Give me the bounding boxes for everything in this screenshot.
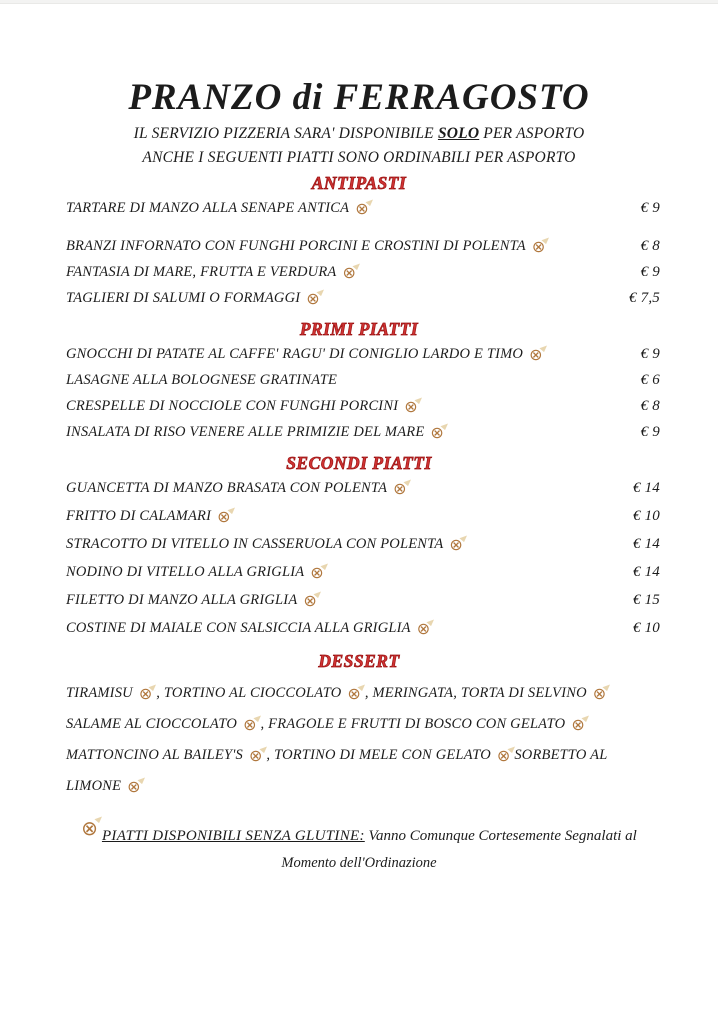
gluten-free-icon: ⊗ [248, 746, 263, 765]
dish-price: € 8 [640, 238, 660, 254]
menu-item-row [66, 508, 660, 536]
dish-name: FILETTO DI MANZO ALLA GRIGLIA ⊗ [66, 591, 317, 610]
gluten-free-icon: ⊗ [347, 684, 361, 703]
dish-name: GNOCCHI DI PATATE AL CAFFE' RAGU' DI CONIGLIO LARDO E TIMO ⊗ [66, 345, 543, 364]
gluten-free-icon: ⊗ [310, 563, 324, 582]
legend-line1 [30, 818, 688, 850]
gluten-free-icon: ⊗ [138, 684, 153, 703]
gluten-free-icon: ⊗ [571, 715, 585, 734]
menu-item-row [66, 398, 660, 424]
menu-item-row [66, 620, 660, 648]
gluten-free-icon: ⊗ [303, 591, 317, 610]
dish-price: € 14 [632, 536, 660, 552]
solo-emphasis: SOLO [437, 125, 480, 142]
gluten-free-icon: ⊗ [449, 535, 464, 554]
gluten-free-icon: ⊗ [592, 684, 607, 703]
dessert-line: LIMONE ⊗ [66, 777, 141, 796]
dish-name: BRANZI INFORNATO CON FUNGHI PORCINI E CROSTINI DI POLENTA ⊗ [66, 237, 546, 256]
legend-line2: Momento dell'Ordinazione [281, 855, 437, 871]
scan-edge [0, 0, 718, 4]
menu-item-row [66, 592, 660, 620]
menu-item-row [66, 346, 660, 372]
gluten-free-icon: ⊗ [81, 816, 98, 840]
section-heading-primi-piatti: PRIMI PIATTI [299, 319, 419, 339]
dish-price: € 10 [632, 508, 660, 524]
primi-piatti-list [66, 346, 660, 450]
dish-price: € 14 [632, 564, 660, 580]
menu-item-row [66, 200, 660, 226]
dish-price: € 10 [632, 620, 660, 636]
menu-item-row [66, 238, 660, 264]
gluten-free-icon: ⊗ [404, 397, 418, 416]
dish-name: STRACOTTO DI VITELLO IN CASSERUOLA CON POLENTA ⊗ [66, 535, 464, 554]
gluten-free-icon: ⊗ [217, 507, 231, 526]
service-note-pre: IL SERVIZIO PIZZERIA SARA' DISPONIBILE [133, 125, 438, 142]
gluten-free-icon: ⊗ [496, 746, 511, 765]
dish-price: € 6 [640, 372, 660, 388]
menu-item-row [66, 536, 660, 564]
secondi-piatti-list [66, 480, 660, 648]
gluten-free-icon: ⊗ [416, 619, 431, 638]
dish-name: TAGLIERI DI SALUMI O FORMAGGI ⊗ [66, 289, 320, 308]
service-note-line1 [0, 122, 718, 146]
gluten-free-icon: ⊗ [342, 263, 357, 282]
dish-name: NODINO DI VITELLO ALLA GRIGLIA ⊗ [66, 563, 324, 582]
dish-name: FANTASIA DI MARE, FRUTTA E VERDURA ⊗ [66, 263, 357, 282]
dish-price: € 7,5 [629, 290, 660, 306]
menu-item-row [66, 290, 660, 316]
gluten-free-icon: ⊗ [531, 237, 546, 256]
dessert-line: TIRAMISU ⊗ , TORTINO AL CIOCCOLATO ⊗ , MERINGATA, TORTA DI SELVINO ⊗ [66, 684, 607, 703]
gluten-free-icon: ⊗ [393, 479, 407, 498]
menu-item-row [66, 264, 660, 290]
gluten-free-icon: ⊗ [430, 423, 444, 442]
menu-item-row [66, 372, 660, 398]
dish-price: € 9 [640, 200, 660, 216]
section-heading-dessert: DESSERT [318, 651, 400, 671]
service-note-line2: ANCHE I SEGUENTI PIATTI SONO ORDINABILI PER ASPORTO [142, 149, 576, 166]
menu-item-row [66, 564, 660, 592]
dish-name: LASAGNE ALLA BOLOGNESE GRATINATE [66, 372, 338, 388]
dessert-paragraph [66, 678, 662, 802]
gluten-free-icon: ⊗ [355, 199, 369, 218]
dish-price: € 9 [640, 424, 660, 440]
service-note-post: PER ASPORTO [479, 125, 585, 142]
legend-underlined: PIATTI DISPONIBILI SENZA GLUTINE: [101, 828, 365, 844]
dish-price: € 15 [632, 592, 660, 608]
gluten-free-icon: ⊗ [243, 715, 257, 734]
menu-item-row [66, 480, 660, 508]
dish-price: € 9 [640, 264, 660, 280]
dish-name: TARTARE DI MANZO ALLA SENAPE ANTICA ⊗ [66, 199, 369, 218]
gluten-free-icon: ⊗ [127, 777, 141, 796]
dish-price: € 9 [640, 346, 660, 362]
legend-note: Vanno Comunque Cortesemente Segnalati al [364, 828, 637, 844]
dish-price: € 14 [632, 480, 660, 496]
dish-name: INSALATA DI RISO VENERE ALLE PRIMIZIE DEL MARE ⊗ [66, 423, 444, 442]
dish-name: GUANCETTA DI MANZO BRASATA CON POLENTA ⊗ [66, 479, 407, 498]
dish-name: CRESPELLE DI NOCCIOLE CON FUNGHI PORCINI ⊗ [66, 397, 418, 416]
dish-name: FRITTO DI CALAMARI ⊗ [66, 507, 231, 526]
page-title: PRANZO di FERRAGOSTO [128, 77, 590, 118]
gluten-free-icon: ⊗ [529, 345, 543, 364]
dish-name: COSTINE DI MAIALE CON SALSICCIA ALLA GRIGLIA ⊗ [66, 619, 431, 638]
gluten-free-legend [30, 818, 688, 877]
section-heading-antipasti: ANTIPASTI [311, 173, 407, 193]
section-heading-secondi-piatti: SECONDI PIATTI [286, 453, 432, 473]
dish-price: € 8 [640, 398, 660, 414]
dessert-line: SALAME AL CIOCCOLATO ⊗ , FRAGOLE E FRUTTI DI BOSCO CON GELATO ⊗ [66, 715, 585, 734]
dessert-line: MATTONCINO AL BAILEY'S ⊗ , TORTINO DI MELE CON GELATO ⊗ SORBETTO AL [66, 746, 608, 765]
menu-item-row [66, 424, 660, 450]
gluten-free-icon: ⊗ [306, 289, 320, 308]
antipasti-list [66, 200, 660, 316]
